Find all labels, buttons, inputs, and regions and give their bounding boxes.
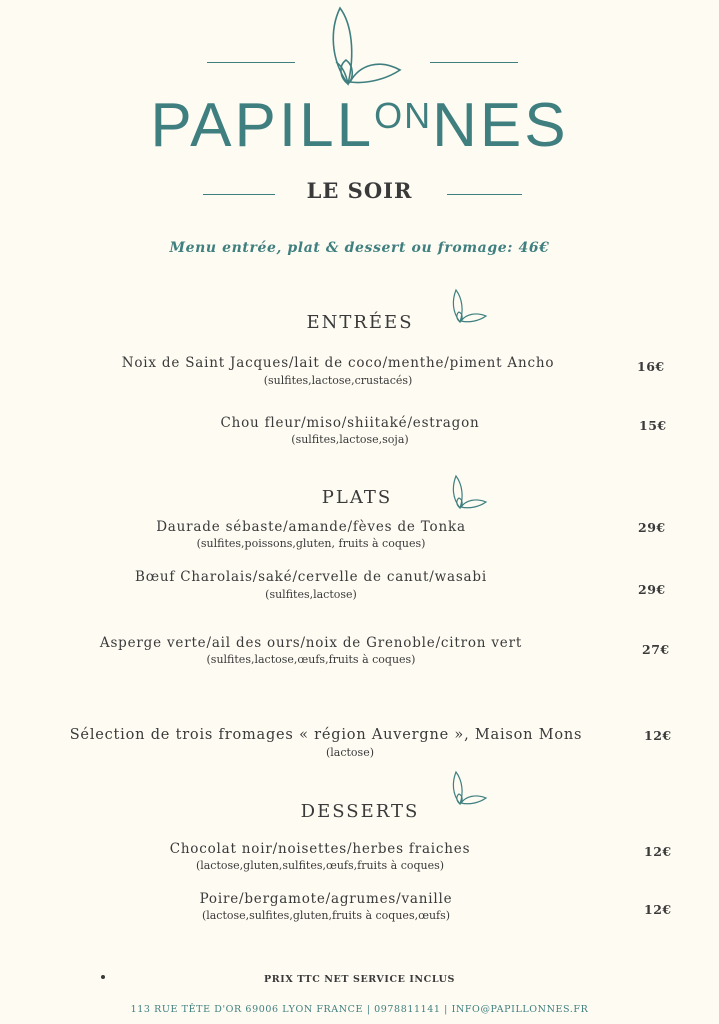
dish-price: 12€ [644, 844, 672, 859]
dish-price: 29€ [638, 520, 666, 535]
menu-offer: Menu entrée, plat & dessert ou fromage: 46€ [169, 240, 550, 256]
brand-small: ON [374, 95, 433, 136]
dish-allergens: (sulfites,lactose) [265, 588, 357, 601]
butterfly-icon [446, 770, 488, 808]
dish-price: 29€ [638, 582, 666, 597]
cheese-price: 12€ [644, 728, 672, 743]
dish-price: 12€ [644, 902, 672, 917]
cheese-name: Sélection de trois fromages « région Auvergne », Maison Mons [69, 727, 583, 743]
section-title-plats: PLATS [321, 487, 393, 508]
brand-end: NES [432, 91, 569, 160]
section-title-entrees: ENTRÉES [306, 312, 414, 333]
butterfly-logo-icon [300, 4, 410, 90]
brand-logo [0, 90, 719, 161]
cheese-allergens: (lactose) [325, 746, 375, 759]
address-line: 113 RUE TÊTE D'OR 69006 LYON FRANCE | 0978811141 | INFO@PAPILLONNES.FR [130, 1004, 589, 1015]
header-rule-right [430, 62, 518, 63]
dish-name: Chou fleur/miso/shiitaké/estragon [220, 415, 480, 431]
page-subtitle: LE SOIR [306, 178, 413, 203]
dish-price: 15€ [639, 418, 667, 433]
butterfly-icon [446, 474, 488, 512]
section-title-desserts: DESSERTS [300, 801, 420, 822]
dish-price: 16€ [637, 359, 665, 374]
dish-name: Bœuf Charolais/saké/cervelle de canut/wasabi [135, 569, 487, 585]
dish-name: Asperge verte/ail des ours/noix de Grenoble/citron vert [99, 635, 523, 651]
brand-main: PAPILL [150, 91, 375, 160]
dish-allergens: (sulfites,lactose,œufs,fruits à coques) [206, 653, 416, 666]
dish-allergens: (sulfites,poissons,gluten, fruits à coques) [196, 537, 426, 550]
header-rule-left [207, 62, 295, 63]
dish-allergens: (lactose,gluten,sulfites,œufs,fruits à coques) [195, 859, 445, 872]
subtitle-rule-right [447, 194, 522, 195]
dish-name: Noix de Saint Jacques/lait de coco/menthe/piment Ancho [121, 355, 555, 371]
dish-allergens: (sulfites,lactose,soja) [291, 433, 409, 446]
dish-allergens: (lactose,sulfites,gluten,fruits à coques,œufs) [201, 909, 451, 922]
price-note: PRIX TTC NET SERVICE INCLUS [264, 974, 455, 985]
dish-allergens: (sulfites,lactose,crustacés) [263, 374, 413, 387]
butterfly-icon [446, 288, 488, 326]
dish-name: Poire/bergamote/agrumes/vanille [199, 891, 453, 907]
dish-price: 27€ [642, 642, 670, 657]
dish-name: Chocolat noir/noisettes/herbes fraiches [169, 841, 471, 857]
dish-name: Daurade sébaste/amande/fèves de Tonka [156, 519, 466, 535]
